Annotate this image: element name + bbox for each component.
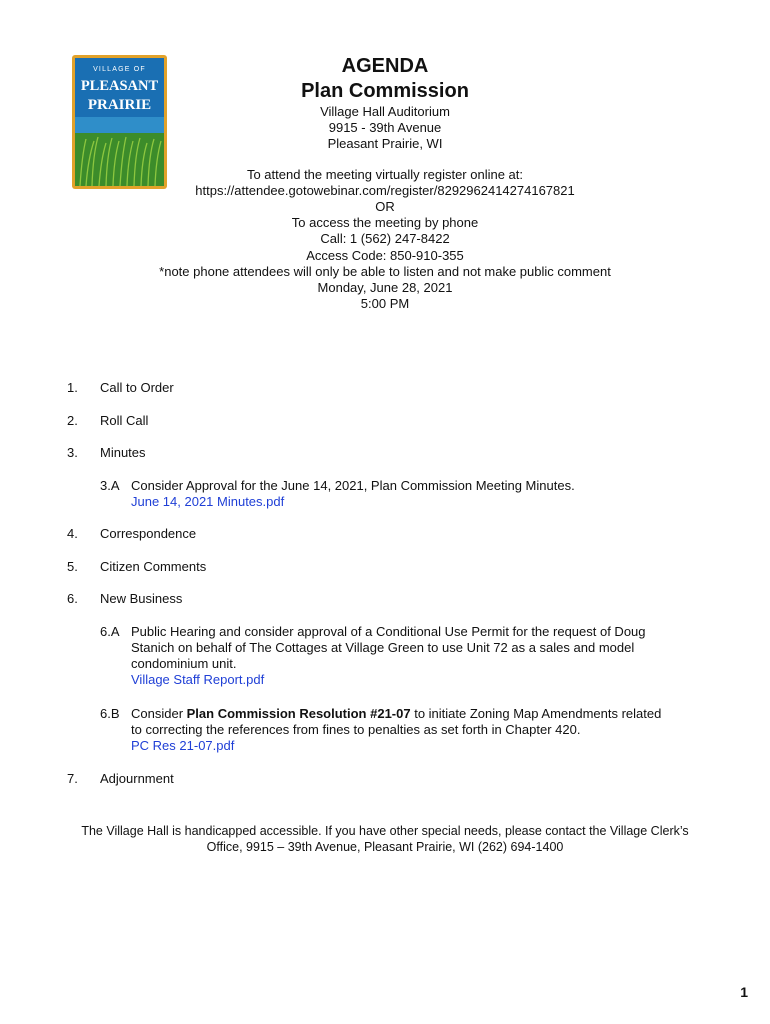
item-label: Adjournment xyxy=(100,771,174,786)
item-number: 1. xyxy=(67,380,78,395)
subitem-number: 6.B xyxy=(100,706,120,721)
item-label: Roll Call xyxy=(100,413,149,428)
subitem-label-line: condominium unit. xyxy=(131,656,237,671)
subitem-label: Consider Approval for the June 14, 2021, Plan Commission Meeting Minutes. xyxy=(131,478,575,493)
item-label: Minutes xyxy=(100,445,146,460)
item-number: 7. xyxy=(67,771,78,786)
phone-number: Call: 1 (562) 247-8422 xyxy=(320,231,450,247)
phone-instructions: To access the meeting by phone xyxy=(291,215,479,231)
notice-line: The Village Hall is handicapped accessible. If you have other special needs, please contact the Village Clerk’s xyxy=(81,824,689,838)
accessibility-notice xyxy=(0,823,770,855)
item-number: 3. xyxy=(67,445,78,460)
subitem-label-line: Stanich on behalf of The Cottages at Village Green to use Unit 72 as a sales and model xyxy=(131,640,635,655)
or-separator: OR xyxy=(375,199,395,215)
staff-report-link[interactable]: Village Staff Report.pdf xyxy=(131,672,265,687)
label-prefix: Consider xyxy=(131,706,187,721)
access-code: Access Code: 850-910-355 xyxy=(306,247,464,263)
logo-line2: PLEASANT xyxy=(80,78,159,94)
agenda-title: AGENDA xyxy=(341,55,429,77)
item-number: 5. xyxy=(67,559,78,574)
item-label: Citizen Comments xyxy=(100,559,207,574)
city-line: Pleasant Prairie, WI xyxy=(327,136,443,152)
item-label: Call to Order xyxy=(100,380,174,395)
item-number: 4. xyxy=(67,526,78,541)
subitem-number: 3.A xyxy=(100,478,120,493)
meeting-date: Monday, June 28, 2021 xyxy=(317,280,453,296)
notice-line: Office, 9915 – 39th Avenue, Pleasant Prairie, WI (262) 694-1400 xyxy=(206,840,564,854)
webinar-url[interactable]: https://attendee.gotowebinar.com/register/8292962414274167821 xyxy=(195,182,575,198)
item-label: New Business xyxy=(100,591,183,606)
page-number: 1 xyxy=(740,984,748,1000)
item-label: Correspondence xyxy=(100,526,197,541)
phone-note: *note phone attendees will only be able to listen and not make public comment xyxy=(159,263,611,279)
label-suffix: to initiate Zoning Map Amendments related xyxy=(410,706,662,721)
subitem-label-line xyxy=(131,706,701,722)
subitem-label-line: to correcting the references from fines to penalties as set forth in Chapter 420. xyxy=(131,722,581,737)
minutes-pdf-link[interactable]: June 14, 2021 Minutes.pdf xyxy=(131,494,285,509)
resolution-pdf-link[interactable]: PC Res 21-07.pdf xyxy=(131,738,235,753)
subitem-number: 6.A xyxy=(100,624,120,639)
meeting-time: 5:00 PM xyxy=(360,296,410,312)
address-line: 9915 - 39th Avenue xyxy=(328,120,442,136)
subitem-label-line: Public Hearing and consider approval of a Conditional Use Permit for the request of Doug xyxy=(131,624,646,639)
resolution-name: Plan Commission Resolution #21-07 xyxy=(186,706,411,721)
item-number: 6. xyxy=(67,591,78,606)
venue-line: Village Hall Auditorium xyxy=(320,104,450,119)
logo-line1: VILLAGE OF xyxy=(93,66,146,73)
agenda-subtitle: Plan Commission xyxy=(301,80,469,102)
item-number: 2. xyxy=(67,413,78,428)
logo-line3: PRAIRIE xyxy=(87,97,152,113)
virtual-instructions: To attend the meeting virtually register online at: xyxy=(246,166,524,182)
agenda-header xyxy=(0,54,770,312)
